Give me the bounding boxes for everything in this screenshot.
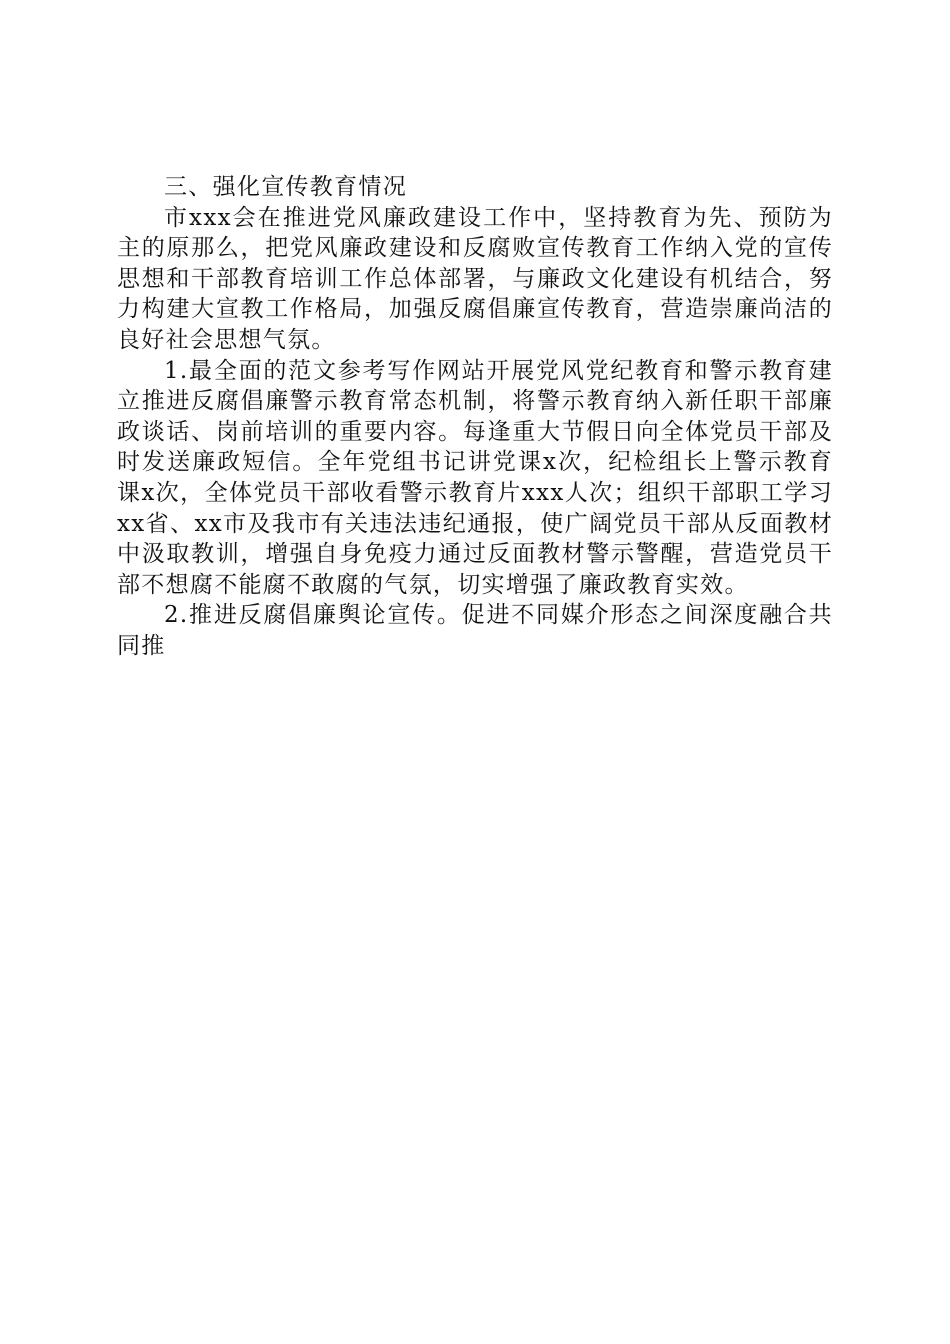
paragraph-item-1: 1.最全面的范文参考写作网站开展党风党纪教育和警示教育建立推进反腐倡廉警示教育常态机制，将警示教育纳入新任职干部廉政谈话、岗前培训的重要内容。每逢重大节假日向全体党员干部及时发送廉政短信。全年党组书记讲党课x次，纪检组长上警示教育课x次，全体党员干部收看警示教育片xxx人次；组织干部职工学习xx省、xx市及我市有关违法违纪通报，使广阔党员干部从反面教材中汲取教训，增强自身免疫力通过反面教材警示警醒，营造党员干部不想腐不能腐不敢腐的气氛，切实增强了廉政教育实效。 xyxy=(117,357,833,598)
paragraph-intro: 市xxx会在推进党风廉政建设工作中，坚持教育为先、预防为主的原那么，把党风廉政建设和反腐败宣传教育工作纳入党的宣传思想和干部教育培训工作总体部署，与廉政文化建设有机结合，努力构建大宣教工作格局，加强反腐倡廉宣传教育，营造崇廉尚洁的良好社会思想气氛。 xyxy=(117,204,833,353)
paragraph-item-2: 2.推进反腐倡廉舆论宣传。促进不同媒介形态之间深度融合共同推 xyxy=(117,602,833,659)
document-body xyxy=(117,172,833,662)
section-heading: 三、强化宣传教育情况 xyxy=(164,174,407,200)
